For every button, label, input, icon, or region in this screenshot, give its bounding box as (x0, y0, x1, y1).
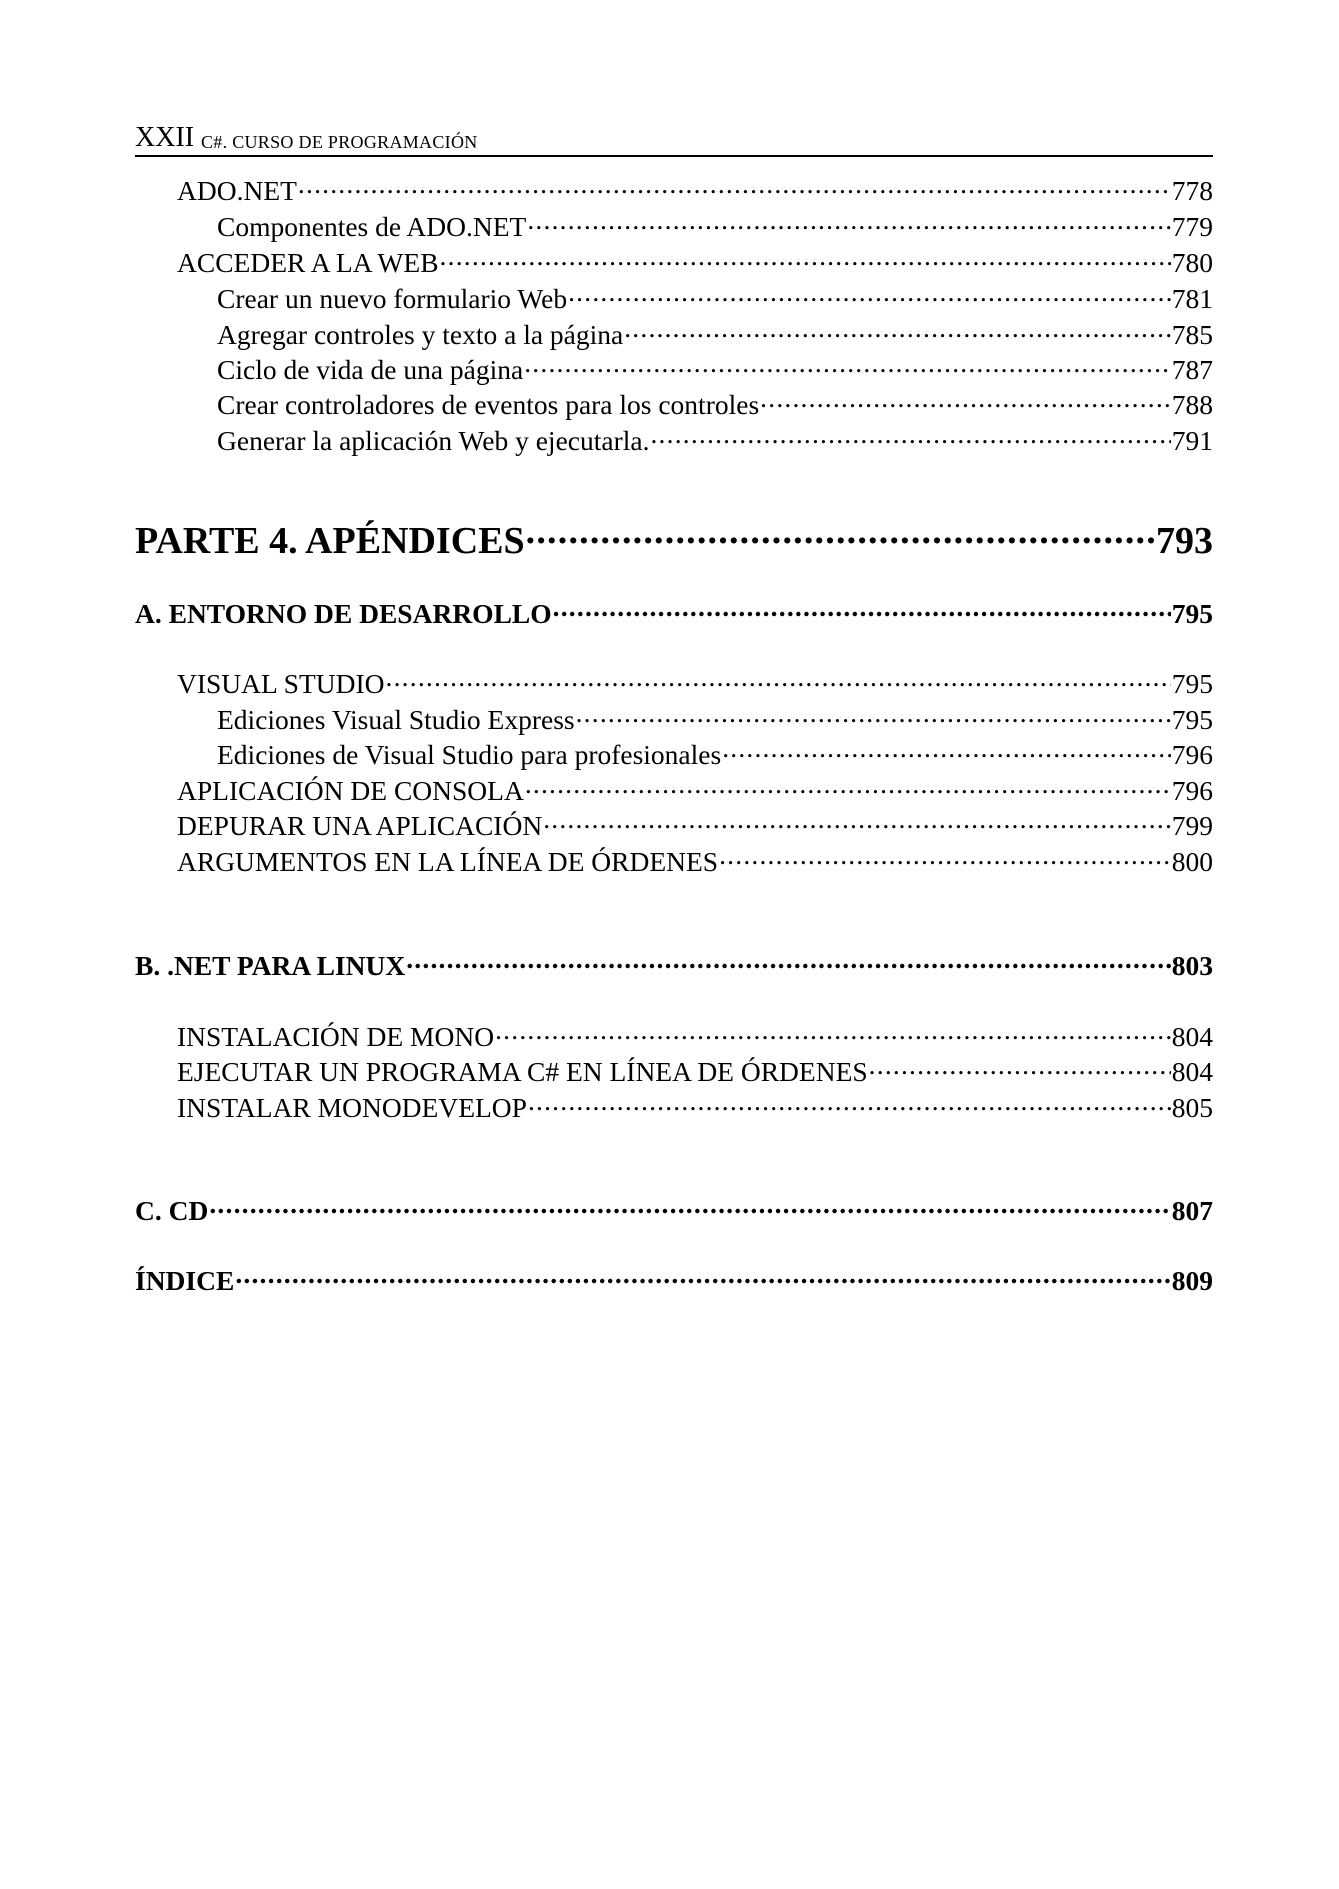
toc-entry-title: Ediciones de Visual Studio para profesionales (217, 738, 722, 770)
toc-entry-title: Agregar controles y texto a la página (217, 318, 624, 350)
dot-leader (525, 772, 1171, 800)
toc-entry (135, 736, 1213, 771)
toc-entry-title: ARGUMENTOS EN LA LÍNEA DE ÓRDENES (177, 845, 719, 877)
toc-entry-title: INSTALAR MONODEVELOP (177, 1091, 527, 1123)
dot-leader (524, 351, 1171, 379)
toc-entry (135, 422, 1213, 457)
running-header (135, 122, 1213, 156)
toc-entry-page: 809 (1171, 1264, 1213, 1296)
toc-entry (135, 665, 1213, 700)
dot-leader (719, 843, 1171, 871)
toc-section-entry (135, 1192, 1213, 1227)
dot-leader (406, 947, 1171, 975)
dot-leader (553, 595, 1171, 623)
toc-entry (135, 386, 1213, 421)
toc-entry-title: Generar la aplicación Web y ejecutarla. (217, 424, 650, 456)
toc-entry-page: 804 (1171, 1055, 1213, 1087)
toc-section-entry (135, 1262, 1213, 1297)
dot-leader (495, 1018, 1171, 1046)
dot-leader (869, 1053, 1171, 1081)
toc-section-entry (135, 595, 1213, 630)
toc-entry-title: Ciclo de vida de una página (217, 353, 524, 385)
toc-entry (135, 843, 1213, 878)
page-number: XXII (135, 122, 195, 153)
toc-part-entry (135, 515, 1213, 563)
toc-entry-title: ACCEDER A LA WEB (177, 246, 439, 278)
dot-leader (568, 280, 1171, 308)
toc-entry-page: 805 (1171, 1091, 1213, 1123)
dot-leader (440, 244, 1171, 272)
dot-leader (298, 172, 1171, 200)
toc-entry-title: ÍNDICE (135, 1264, 235, 1296)
toc-entry-page: 795 (1171, 667, 1213, 699)
toc-entry (135, 244, 1213, 279)
toc-entry-title: ADO.NET (177, 174, 297, 206)
dot-leader (624, 316, 1171, 344)
dot-leader (650, 422, 1170, 450)
toc-entry (135, 772, 1213, 807)
toc-entry-page: 785 (1171, 318, 1213, 350)
toc-entry-page: 800 (1171, 845, 1213, 877)
toc-entry-title: C. CD (135, 1194, 209, 1226)
toc-entry-page: 793 (1156, 520, 1213, 562)
toc-entry (135, 208, 1213, 243)
toc-entry-page: 791 (1171, 424, 1213, 456)
dot-leader (760, 386, 1171, 414)
toc-entry-title: Crear controladores de eventos para los controles (217, 388, 760, 420)
dot-leader (386, 665, 1171, 693)
toc-entry-page: 804 (1171, 1020, 1213, 1052)
header-rule (135, 155, 1213, 157)
dot-leader (576, 701, 1171, 729)
toc-entry (135, 1018, 1213, 1053)
toc-entry-title: Crear un nuevo formulario Web (217, 282, 568, 314)
dot-leader (209, 1192, 1170, 1220)
toc-section-entry (135, 947, 1213, 982)
toc-entry-title: PARTE 4. APÉNDICES (135, 520, 525, 562)
toc-entry (135, 351, 1213, 386)
toc-entry-page: 788 (1171, 388, 1213, 420)
toc-entry (135, 807, 1213, 842)
toc-entry-page: 803 (1171, 949, 1213, 981)
toc-entry (135, 316, 1213, 351)
toc-entry-title: Componentes de ADO.NET (217, 210, 527, 242)
toc-entry (135, 1053, 1213, 1088)
toc-entry-page: 796 (1171, 774, 1213, 806)
toc-entry-title: DEPURAR UNA APLICACIÓN (177, 809, 543, 841)
toc-entry-page: 779 (1171, 210, 1213, 242)
toc-entry (135, 701, 1213, 736)
dot-leader (526, 515, 1155, 553)
dot-leader (528, 1089, 1171, 1117)
toc-entry-title: VISUAL STUDIO (177, 667, 385, 699)
toc-entry-title: EJECUTAR UN PROGRAMA C# EN LÍNEA DE ÓRDENES (177, 1055, 868, 1087)
toc-entry-page: 781 (1171, 282, 1213, 314)
toc-entry-title: A. ENTORNO DE DESARROLLO (135, 597, 552, 629)
toc-entry-title: APLICACIÓN DE CONSOLA (177, 774, 524, 806)
toc-entry-title: Ediciones Visual Studio Express (217, 703, 575, 735)
toc-entry-page: 787 (1171, 353, 1213, 385)
toc-entry (135, 280, 1213, 315)
toc-entry-title: B. .NET PARA LINUX (135, 949, 406, 981)
toc-entry-page: 795 (1171, 597, 1213, 629)
toc-entry-title: INSTALACIÓN DE MONO (177, 1020, 495, 1052)
dot-leader (722, 736, 1171, 764)
toc-entry (135, 172, 1213, 207)
dot-leader (543, 807, 1171, 835)
toc-entry-page: 799 (1171, 809, 1213, 841)
toc-entry-page: 795 (1171, 703, 1213, 735)
toc-entry-page: 780 (1171, 246, 1213, 278)
dot-leader (527, 208, 1170, 236)
running-title: C#. CURSO DE PROGRAMACIÓN (201, 132, 478, 152)
dot-leader (235, 1262, 1170, 1290)
toc-entry-page: 796 (1171, 738, 1213, 770)
toc-entry-page: 807 (1171, 1194, 1213, 1226)
toc-entry-page: 778 (1171, 174, 1213, 206)
toc-entry (135, 1089, 1213, 1124)
